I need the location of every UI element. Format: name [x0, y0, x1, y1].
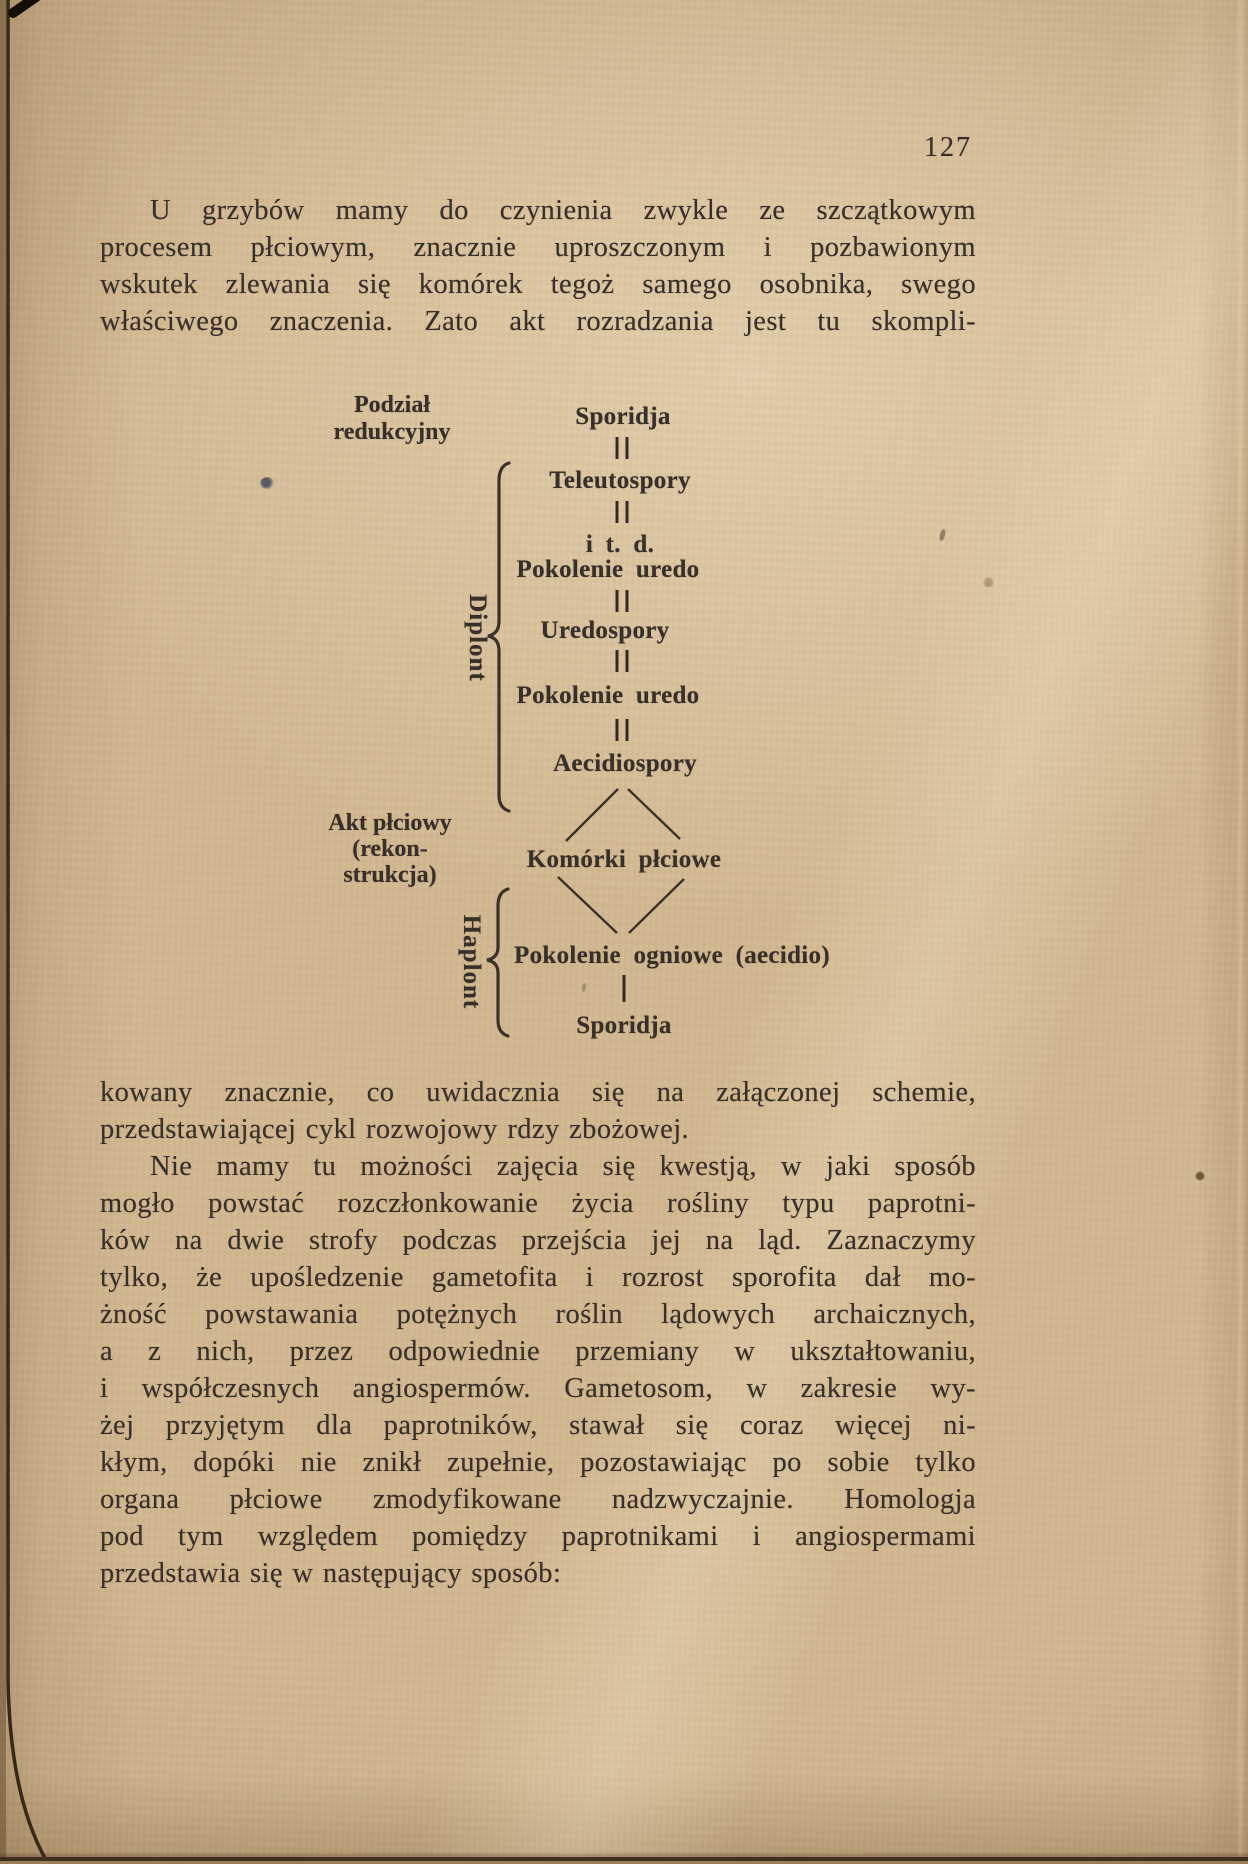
text-line: mogło powstać rozczłonkowanie życia rośliny typu paprotni- [100, 1188, 976, 1219]
text-line: pod tym względem pomiędzy paprotnikami i angiospermami [100, 1521, 976, 1552]
text-line: ków na dwie strofy podczas przejścia jej na ląd. Zaznaczymy [100, 1225, 976, 1256]
text-line: żej przyjętym dla paprotników, stawał się coraz więcej ni- [100, 1410, 976, 1441]
node-aecidiospory: Aecidiospory [553, 750, 697, 777]
paragraph-after-diagram [100, 1074, 976, 1148]
node-sporidja-bottom: Sporidja [576, 1012, 672, 1039]
node-sporidja-top: Sporidja [575, 403, 671, 430]
podzial-redukcyjny-label [292, 392, 492, 446]
paragraph-top [100, 192, 976, 340]
node-pokolenie-ogniowe: Pokolenie ogniowe (aecidio) [514, 942, 830, 969]
podzial-line1: Podział [354, 392, 430, 418]
double-line-connector [616, 437, 629, 459]
ink-spot [260, 477, 274, 489]
akt-line1: Akt płciowy [328, 810, 452, 836]
text-line: wskutek zlewania się komórek tegoż samego osobnika, swego [100, 269, 976, 300]
akt-line2: (rekon- [352, 836, 428, 862]
text-line: żność powstawania potężnych roślin lądowych archaicznych, [100, 1299, 976, 1330]
double-line-connector [616, 590, 629, 612]
single-line-connector [623, 975, 626, 1002]
text-line: a z nich, przez odpowiednie przemiany w ukształtowaniu, [100, 1336, 976, 1367]
paragraph-bottom [100, 1148, 976, 1592]
text-line: procesem płciowym, znacznie uproszczonym i pozbawionym [100, 232, 976, 263]
node-pokolenie-uredo-1: Pokolenie uredo [516, 556, 700, 583]
page-number: 127 [924, 132, 972, 163]
paper-stain [983, 577, 994, 588]
node-pokolenie-uredo-2: Pokolenie uredo [516, 682, 700, 709]
node-itd: i t. d. [585, 531, 655, 558]
text-line: U grzybów mamy do czynienia zwykle ze szczątkowym [150, 195, 976, 226]
ink-spot [1195, 1171, 1205, 1181]
podzial-line2: redukcyjny [333, 419, 451, 445]
page-bottom-edge [0, 1852, 1248, 1864]
text-line: właściwego znaczenia. Zato akt rozradzania jest tu skompli- [100, 306, 976, 337]
haplont-label: Haplont [458, 914, 485, 1010]
double-line-connector [616, 719, 629, 741]
text-line: organa płciowe zmodyfikowane nadzwyczajnie. Homologja [100, 1484, 976, 1515]
diplont-label: Diplont [464, 594, 491, 682]
text-line: tylko, że upośledzenie gametofita i rozrost sporofita dał mo- [100, 1262, 976, 1293]
text-line: przedstawia się w następujący sposób: [100, 1558, 562, 1589]
text-line: Nie mamy tu możności zajęcia się kwestją, w jaki sposób [150, 1151, 976, 1182]
double-line-connector [616, 650, 629, 672]
node-komorki-plciowe: Komórki płciowe [526, 846, 722, 873]
text-line: przedstawiającej cykl rozwojowy rdzy zbożowej. [100, 1114, 690, 1145]
double-line-connector [616, 501, 629, 523]
node-uredospory: Uredospory [540, 617, 670, 644]
text-line: kłym, dopóki nie znikł zupełnie, pozostawiając po sobie tylko [100, 1447, 976, 1478]
akt-plciowy-label [290, 810, 490, 888]
akt-line3: strukcja) [343, 862, 437, 888]
text-line: i współczesnych angiospermów. Gametosom, w zakresie wy- [100, 1373, 976, 1404]
node-teleutospory: Teleutospory [549, 467, 691, 494]
text-line: kowany znacznie, co uwidacznia się na załączonej schemie, [100, 1077, 976, 1108]
